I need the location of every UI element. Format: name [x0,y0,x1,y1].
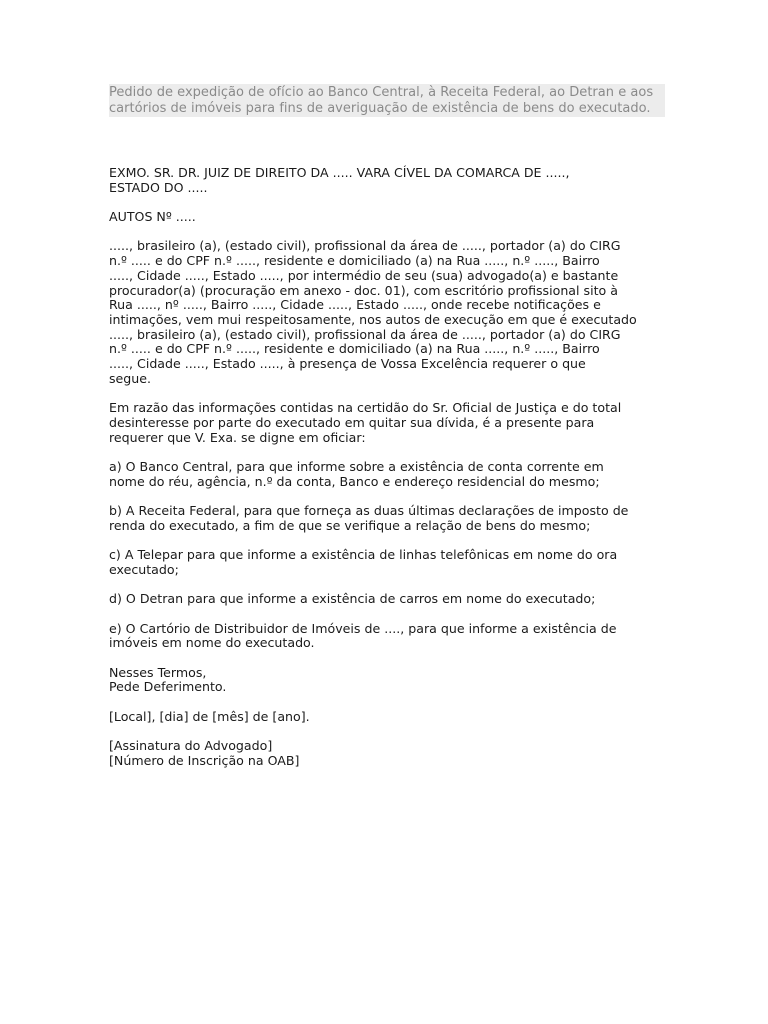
heading-line-1: Pedido de expedição de ofício ao Banco Central, à Receita Federal, ao Detran e aos [109,85,654,100]
closing: Nesses Termos, Pede Deferimento. [109,664,227,695]
case-number: AUTOS Nº ..... [109,209,196,225]
request-item-b: b) A Receita Federal, para que forneça as duas últimas declarações de imposto de renda do executado, a fim de que se verifique a relação de bens do mesmo; [109,503,629,533]
document-page [109,84,669,783]
request-item-d: d) O Detran para que informe a existência de carros em nome do executado; [109,591,596,607]
reason-paragraph: Em razão das informações contidas na certidão do Sr. Oficial de Justiça e do total desinteresse por parte do executado em quitar sua dívida, é a presente para requerer que V. Exa. se digne em oficiar: [109,400,622,445]
heading-line-2: cartórios de imóveis para fins de averiguação de existência de bens do executado. [109,101,651,116]
request-item-e: e) O Cartório de Distribuidor de Imóveis de ...., para que informe a existência de imóveis em nome do executado. [109,620,617,651]
signature-block: [Assinatura do Advogado] [Número de Inscrição na OAB] [109,738,300,768]
request-item-c: c) A Telepar para que informe a existência de linhas telefônicas em nome do ora executado; [109,547,618,577]
addressee: EXMO. SR. DR. JUIZ DE DIREITO DA ..... VARA CÍVEL DA COMARCA DE ....., ESTADO DO ..... [109,165,570,195]
place-date: [Local], [dia] de [mês] de [ano]. [109,708,310,724]
document-heading [109,84,665,117]
request-item-a: a) O Banco Central, para que informe sobre a existência de conta corrente em nome do réu, agência, n.º da conta, Banco e endereço residencial do mesmo; [109,459,604,489]
intro-paragraph: ....., brasileiro (a), (estado civil), profissional da área de ....., portador (a) do CIRG n.º ..... e do CPF n.º ....., residente e domiciliado (a) na Rua ....., n.º ....., Bairro ....., Cidade ....., Estado ....., por intermédio de seu (sua) advogado(a) e bastante procurador(a) (procuração em anexo - doc. 01), com escritório profissional sito à Rua ....., nº ....., Bairro ....., Cidade ....., Estado ....., onde recebe notificações e intimações, vem mui respeitosamente, nos autos de execução em que é executado ....., brasileiro (a), (estado civil), profissional da área de ....., portador (a) do CIRG n.º ..... e do CPF n.º ....., residente e domiciliado (a) na Rua ....., n.º ....., Bairro ....., Cidade ....., Estado ....., à presença de Vossa Excelência requerer o que segue. [109,238,637,386]
